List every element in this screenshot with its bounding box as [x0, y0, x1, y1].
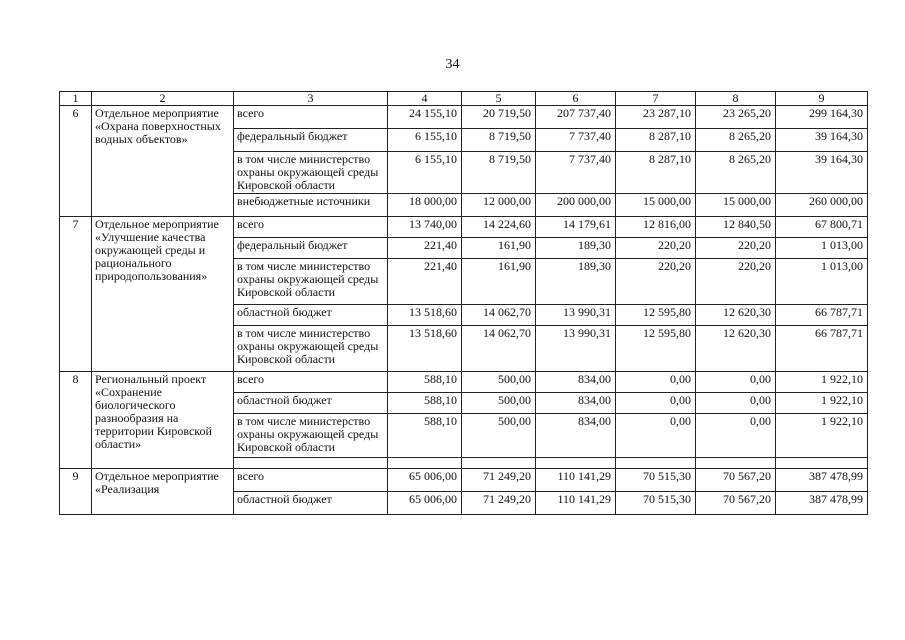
amount-cell: 14 179,61 — [536, 217, 616, 238]
funding-source: областной бюджет — [234, 393, 388, 414]
header-cell: 9 — [776, 92, 868, 106]
funding-source: всего — [234, 106, 388, 129]
amount-cell: 207 737,40 — [536, 106, 616, 129]
header-cell: 4 — [388, 92, 462, 106]
empty-cell — [616, 458, 696, 469]
activity-name: Региональный проект «Сохранение биологического разнообразия на территории Кировской области» — [92, 372, 234, 469]
header-cell: 8 — [696, 92, 776, 106]
amount-cell: 14 224,60 — [462, 217, 536, 238]
amount-cell: 13 518,60 — [388, 326, 462, 372]
amount-cell: 14 062,70 — [462, 305, 536, 326]
amount-cell: 13 518,60 — [388, 305, 462, 326]
amount-cell: 588,10 — [388, 372, 462, 393]
amount-cell: 70 515,30 — [616, 492, 696, 515]
amount-cell: 1 922,10 — [776, 372, 868, 393]
amount-cell: 0,00 — [616, 393, 696, 414]
empty-cell — [388, 458, 462, 469]
amount-cell: 71 249,20 — [462, 469, 536, 492]
amount-cell: 23 287,10 — [616, 106, 696, 129]
amount-cell: 12 816,00 — [616, 217, 696, 238]
budget-table — [59, 91, 868, 515]
amount-cell: 200 000,00 — [536, 194, 616, 217]
empty-cell — [462, 458, 536, 469]
amount-cell: 71 249,20 — [462, 492, 536, 515]
amount-cell: 12 620,30 — [696, 305, 776, 326]
amount-cell: 220,20 — [696, 238, 776, 259]
header-cell: 3 — [234, 92, 388, 106]
amount-cell: 110 141,29 — [536, 492, 616, 515]
amount-cell: 12 000,00 — [462, 194, 536, 217]
empty-cell — [776, 458, 868, 469]
header-row — [60, 92, 868, 106]
row-number: 6 — [60, 106, 92, 217]
amount-cell: 12 620,30 — [696, 326, 776, 372]
amount-cell: 221,40 — [388, 238, 462, 259]
funding-source: в том числе министерство охраны окружающей среды Кировской области — [234, 326, 388, 372]
amount-cell: 7 737,40 — [536, 129, 616, 152]
amount-cell: 8 719,50 — [462, 129, 536, 152]
amount-cell: 220,20 — [616, 259, 696, 305]
activity-name: Отдельное мероприятие «Реализация — [92, 469, 234, 515]
amount-cell: 15 000,00 — [616, 194, 696, 217]
amount-cell: 66 787,71 — [776, 326, 868, 372]
amount-cell: 18 000,00 — [388, 194, 462, 217]
amount-cell: 260 000,00 — [776, 194, 868, 217]
funding-source: в том числе министерство охраны окружающей среды Кировской области — [234, 259, 388, 305]
amount-cell: 0,00 — [696, 372, 776, 393]
amount-cell: 1 013,00 — [776, 238, 868, 259]
row-number: 8 — [60, 372, 92, 469]
funding-source: внебюджетные источники — [234, 194, 388, 217]
amount-cell: 70 567,20 — [696, 492, 776, 515]
empty-cell — [696, 458, 776, 469]
amount-cell: 834,00 — [536, 414, 616, 458]
amount-cell: 1 013,00 — [776, 259, 868, 305]
amount-cell: 12 595,80 — [616, 305, 696, 326]
amount-cell: 1 922,10 — [776, 414, 868, 458]
funding-source: областной бюджет — [234, 492, 388, 515]
funding-source: в том числе министерство охраны окружающей среды Кировской области — [234, 414, 388, 458]
funding-source: всего — [234, 469, 388, 492]
amount-cell: 65 006,00 — [388, 492, 462, 515]
amount-cell: 15 000,00 — [696, 194, 776, 217]
amount-cell: 23 265,20 — [696, 106, 776, 129]
activity-name: Отдельное мероприятие «Улучшение качества окружающей среды и рационального природопользования» — [92, 217, 234, 372]
amount-cell: 110 141,29 — [536, 469, 616, 492]
funding-source: областной бюджет — [234, 305, 388, 326]
amount-cell: 13 990,31 — [536, 305, 616, 326]
funding-source: в том числе министерство охраны окружающей среды Кировской области — [234, 152, 388, 194]
amount-cell: 161,90 — [462, 259, 536, 305]
header-cell: 1 — [60, 92, 92, 106]
amount-cell: 299 164,30 — [776, 106, 868, 129]
amount-cell: 24 155,10 — [388, 106, 462, 129]
amount-cell: 0,00 — [696, 393, 776, 414]
amount-cell: 220,20 — [616, 238, 696, 259]
activity-name: Отдельное мероприятие «Охрана поверхностных водных объектов» — [92, 106, 234, 217]
header-cell: 2 — [92, 92, 234, 106]
amount-cell: 588,10 — [388, 393, 462, 414]
amount-cell: 8 265,20 — [696, 129, 776, 152]
amount-cell: 8 287,10 — [616, 152, 696, 194]
amount-cell: 8 719,50 — [462, 152, 536, 194]
amount-cell: 221,40 — [388, 259, 462, 305]
funding-source: всего — [234, 372, 388, 393]
amount-cell: 588,10 — [388, 414, 462, 458]
amount-cell: 0,00 — [616, 372, 696, 393]
amount-cell: 70 515,30 — [616, 469, 696, 492]
amount-cell: 67 800,71 — [776, 217, 868, 238]
amount-cell: 1 922,10 — [776, 393, 868, 414]
amount-cell: 500,00 — [462, 414, 536, 458]
row-number: 7 — [60, 217, 92, 372]
page-number: 34 — [445, 57, 460, 72]
empty-cell — [536, 458, 616, 469]
amount-cell: 12 840,50 — [696, 217, 776, 238]
amount-cell: 13 990,31 — [536, 326, 616, 372]
table-row — [60, 469, 868, 492]
amount-cell: 189,30 — [536, 259, 616, 305]
funding-source: федеральный бюджет — [234, 238, 388, 259]
table-row — [60, 372, 868, 393]
header-cell: 5 — [462, 92, 536, 106]
amount-cell: 189,30 — [536, 238, 616, 259]
row-number: 9 — [60, 469, 92, 515]
amount-cell: 220,20 — [696, 259, 776, 305]
amount-cell: 500,00 — [462, 393, 536, 414]
amount-cell: 0,00 — [616, 414, 696, 458]
amount-cell: 834,00 — [536, 393, 616, 414]
amount-cell: 39 164,30 — [776, 129, 868, 152]
amount-cell: 387 478,99 — [776, 469, 868, 492]
amount-cell: 500,00 — [462, 372, 536, 393]
amount-cell: 834,00 — [536, 372, 616, 393]
amount-cell: 8 265,20 — [696, 152, 776, 194]
amount-cell: 387 478,99 — [776, 492, 868, 515]
amount-cell: 65 006,00 — [388, 469, 462, 492]
amount-cell: 6 155,10 — [388, 152, 462, 194]
amount-cell: 8 287,10 — [616, 129, 696, 152]
amount-cell: 66 787,71 — [776, 305, 868, 326]
amount-cell: 7 737,40 — [536, 152, 616, 194]
amount-cell: 12 595,80 — [616, 326, 696, 372]
amount-cell: 6 155,10 — [388, 129, 462, 152]
table-row — [60, 217, 868, 238]
header-cell: 7 — [616, 92, 696, 106]
funding-source: всего — [234, 217, 388, 238]
amount-cell: 70 567,20 — [696, 469, 776, 492]
amount-cell: 39 164,30 — [776, 152, 868, 194]
header-cell: 6 — [536, 92, 616, 106]
amount-cell: 14 062,70 — [462, 326, 536, 372]
funding-source: федеральный бюджет — [234, 129, 388, 152]
amount-cell: 13 740,00 — [388, 217, 462, 238]
amount-cell: 20 719,50 — [462, 106, 536, 129]
amount-cell: 0,00 — [696, 414, 776, 458]
table-row — [60, 106, 868, 129]
amount-cell: 161,90 — [462, 238, 536, 259]
empty-cell — [234, 458, 388, 469]
